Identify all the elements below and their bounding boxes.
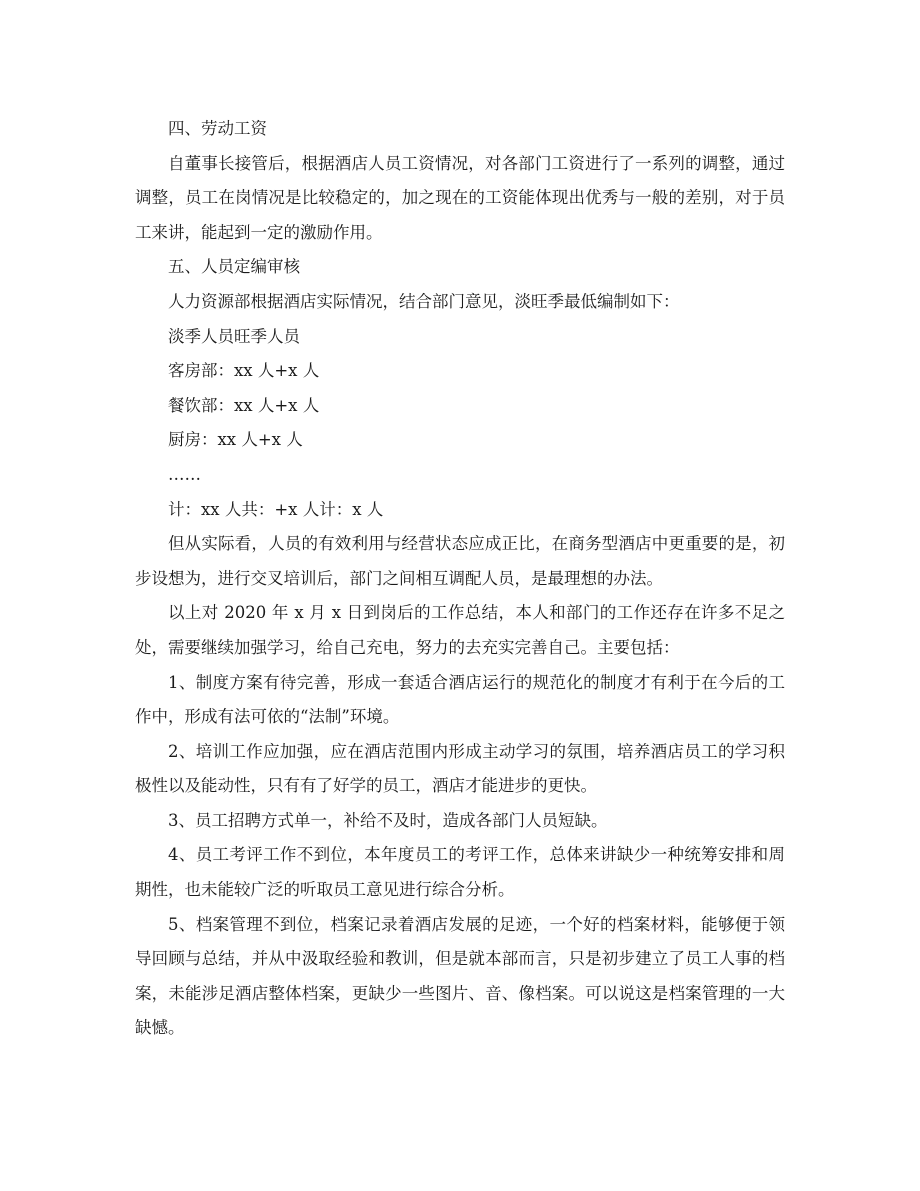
section-heading-staffing-review: 五、人员定编审核 <box>168 257 300 277</box>
document-body <box>135 112 785 1046</box>
paragraph-wage-adjustment: 自董事长接管后，根据酒店人员工资情况，对各部门工资进行了一系列的调整，通过调整，员工在岗情况是比较稳定的，加之现在的工资能体现出优秀与一般的差别，对于员工来讲，能起到一定的激励作用。 <box>135 153 785 242</box>
staffing-line-total: 计：xx 人共：+x 人计：x 人 <box>168 499 384 519</box>
paragraph-staffing-intro: 人力资源部根据酒店实际情况，结合部门意见，淡旺季最低编制如下： <box>168 291 680 311</box>
staffing-line-housekeeping: 客房部：xx 人+x 人 <box>168 361 320 381</box>
list-item-1-policy: 1、制度方案有待完善，形成一套适合酒店运行的规范化的制度才有利于在今后的工作中，形成有法可依的“法制”环境。 <box>135 672 785 727</box>
section-heading-labor-wages: 四、劳动工资 <box>168 119 267 138</box>
list-item-2-training: 2、培训工作应加强，应在酒店范围内形成主动学习的氛围，培养酒店员工的学习积极性以及能动性，只有有了好学的员工，酒店才能进步的更快。 <box>135 741 785 796</box>
staffing-line-food-beverage: 餐饮部：xx 人+x 人 <box>168 395 320 415</box>
paragraph-cross-training: 但从实际看，人员的有效利用与经营状态应成正比，在商务型酒店中更重要的是，初步设想为，进行交叉培训后，部门之间相互调配人员，是最理想的办法。 <box>135 534 785 588</box>
staffing-season-header: 淡季人员旺季人员 <box>168 326 300 346</box>
list-item-5-archives: 5、档案管理不到位，档案记录着酒店发展的足迹，一个好的档案材料，能够便于领导回顾与总结，并从中汲取经验和教训，但是就本部而言，只是初步建立了员工人事的档案，未能涉足酒店整体档案，更缺少一些图片、音、像档案。可以说这是档案管理的一大缺憾。 <box>135 914 785 1038</box>
staffing-line-kitchen: 厨房：xx 人+x 人 <box>168 430 303 450</box>
staffing-line-ellipsis: …… <box>168 464 201 484</box>
list-item-4-evaluation: 4、员工考评工作不到位，本年度员工的考评工作，总体来讲缺少一种统筹安排和周期性，也未能较广泛的听取员工意见进行综合分析。 <box>135 845 785 900</box>
list-item-3-recruiting: 3、员工招聘方式单一，补给不及时，造成各部门人员短缺。 <box>168 810 608 830</box>
paragraph-summary-intro: 以上对 2020 年 x 月 x 日到岗后的工作总结，本人和部门的工作还存在许多不足之处，需要继续加强学习，给自己充电，努力的去充实完善自己。主要包括： <box>135 603 785 657</box>
